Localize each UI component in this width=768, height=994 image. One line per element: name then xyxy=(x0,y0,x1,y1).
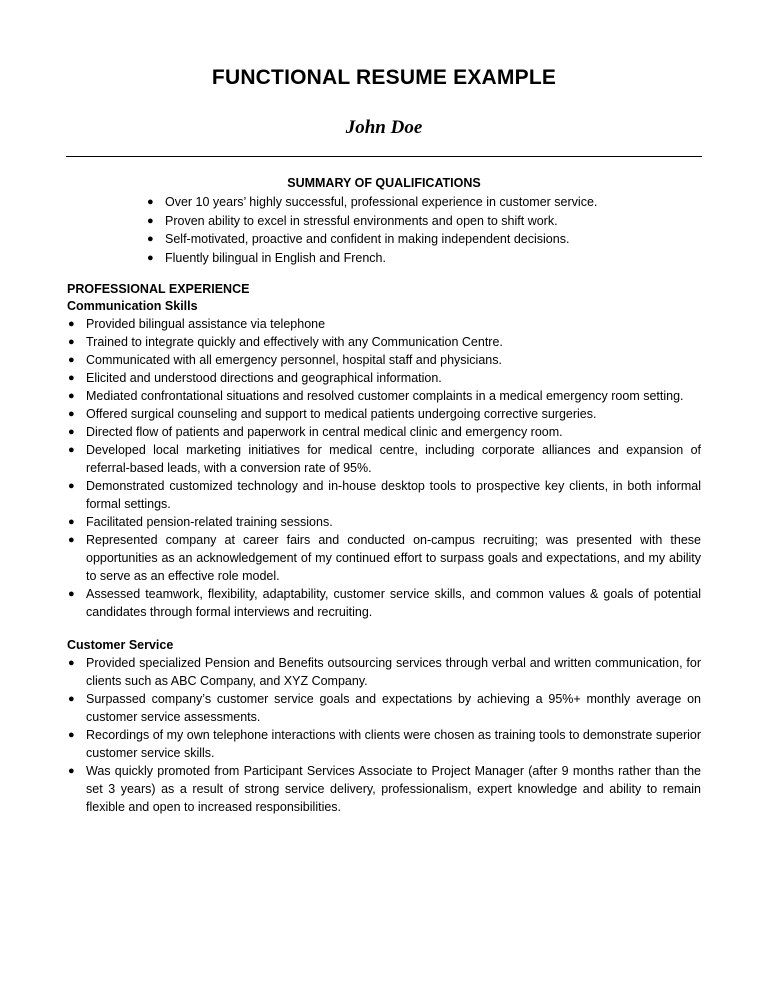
list-item-text: Was quickly promoted from Participant Services Associate to Project Manager (after 9 months rather than the set 3 years) as a result of strong service delivery, professionalism, expert knowledge and ability to remain flexible and open to increased responsibilities. xyxy=(86,764,701,814)
list-item xyxy=(67,315,701,333)
bullet-icon: ● xyxy=(68,480,75,492)
summary-item xyxy=(147,212,667,231)
list-item-text: Trained to integrate quickly and effectively with any Communication Centre. xyxy=(86,335,503,349)
bullet-icon: ● xyxy=(68,372,75,384)
list-item-text: Directed flow of patients and paperwork in central medical clinic and emergency room. xyxy=(86,425,563,439)
bullet-icon: ● xyxy=(68,390,75,402)
bullet-icon: ● xyxy=(68,588,75,600)
bullet-icon: ● xyxy=(147,251,154,264)
bullet-icon: ● xyxy=(147,214,154,227)
list-item xyxy=(67,387,701,405)
customer-service-list xyxy=(67,654,701,816)
experience-section xyxy=(67,281,701,816)
list-item xyxy=(67,762,701,816)
bullet-icon: ● xyxy=(68,657,75,669)
bullet-icon: ● xyxy=(68,516,75,528)
bullet-icon: ● xyxy=(147,233,154,245)
list-item xyxy=(67,690,701,726)
summary-item xyxy=(147,249,667,268)
list-item xyxy=(67,405,701,423)
list-item-text: Demonstrated customized technology and in-house desktop tools to prospective key clients, in both informal formal settings. xyxy=(86,479,701,511)
summary-item xyxy=(147,230,667,249)
list-item xyxy=(67,441,701,477)
list-item xyxy=(67,585,701,621)
communication-skills-heading: Communication Skills xyxy=(67,299,198,313)
summary-list xyxy=(147,193,667,267)
bullet-icon: ● xyxy=(68,765,75,777)
summary-item xyxy=(147,193,667,212)
bullet-icon: ● xyxy=(68,426,75,438)
summary-item-text: Proven ability to excel in stressful environments and open to shift work. xyxy=(165,213,558,228)
experience-heading: PROFESSIONAL EXPERIENCE xyxy=(67,282,250,296)
bullet-icon: ● xyxy=(68,408,75,420)
bullet-icon: ● xyxy=(68,318,75,330)
list-item xyxy=(67,423,701,441)
candidate-name: John Doe xyxy=(345,117,423,138)
list-item xyxy=(67,654,701,690)
header-divider xyxy=(66,156,702,157)
list-item-text: Elicited and understood directions and geographical information. xyxy=(86,371,442,385)
bullet-icon: ● xyxy=(68,693,75,705)
summary-item-text: Fluently bilingual in English and French. xyxy=(165,250,386,265)
list-item-text: Developed local marketing initiatives for medical centre, including corporate alliances and expansion of referral-based leads, with a conversion rate of 95%. xyxy=(86,443,701,475)
list-item xyxy=(67,351,701,369)
list-item-text: Mediated confrontational situations and resolved customer complaints in a medical emergency room setting. xyxy=(86,389,684,403)
list-item-text: Offered surgical counseling and support to medical patients undergoing corrective surgeries. xyxy=(86,407,597,421)
section-spacer xyxy=(67,621,701,637)
list-item-text: Facilitated pension-related training sessions. xyxy=(86,515,333,529)
summary-item-text: Over 10 years’ highly successful, professional experience in customer service. xyxy=(165,195,598,209)
list-item xyxy=(67,513,701,531)
list-item xyxy=(67,333,701,351)
summary-heading: SUMMARY OF QUALIFICATIONS xyxy=(287,176,481,190)
list-item xyxy=(67,726,701,762)
bullet-icon: ● xyxy=(68,336,75,348)
list-item xyxy=(67,531,701,585)
list-item-text: Represented company at career fairs and conducted on-campus recruiting; was presented with these opportunities as an acknowledgement of my continued effort to surpass goals and expectations, and my ability to serve as an effective role model. xyxy=(86,533,701,583)
bullet-icon: ● xyxy=(68,444,75,456)
bullet-icon: ● xyxy=(68,354,75,366)
list-item-text: Recordings of my own telephone interactions with clients were chosen as training tools to demonstrate superior customer service skills. xyxy=(86,728,701,760)
list-item xyxy=(67,369,701,387)
customer-service-heading: Customer Service xyxy=(67,638,174,652)
document-title: FUNCTIONAL RESUME EXAMPLE xyxy=(211,66,557,89)
list-item-text: Provided bilingual assistance via telephone xyxy=(86,317,326,331)
communication-skills-list xyxy=(67,315,701,621)
summary-item-text: Self-motivated, proactive and confident in making independent decisions. xyxy=(165,232,570,246)
list-item xyxy=(67,477,701,513)
list-item-text: Assessed teamwork, flexibility, adaptability, customer service skills, and common values & goals of potential candidates through formal interviews and recruiting. xyxy=(86,587,701,619)
list-item-text: Communicated with all emergency personnel, hospital staff and physicians. xyxy=(86,353,502,367)
bullet-icon: ● xyxy=(68,534,75,546)
list-item-text: Surpassed company’s customer service goals and expectations by achieving a 95%+ monthly average on customer service assessments. xyxy=(86,692,701,724)
bullet-icon: ● xyxy=(147,196,154,208)
bullet-icon: ● xyxy=(68,729,75,741)
list-item-text: Provided specialized Pension and Benefits outsourcing services through verbal and written communication, for clients such as ABC Company, and XYZ Company. xyxy=(86,656,701,688)
